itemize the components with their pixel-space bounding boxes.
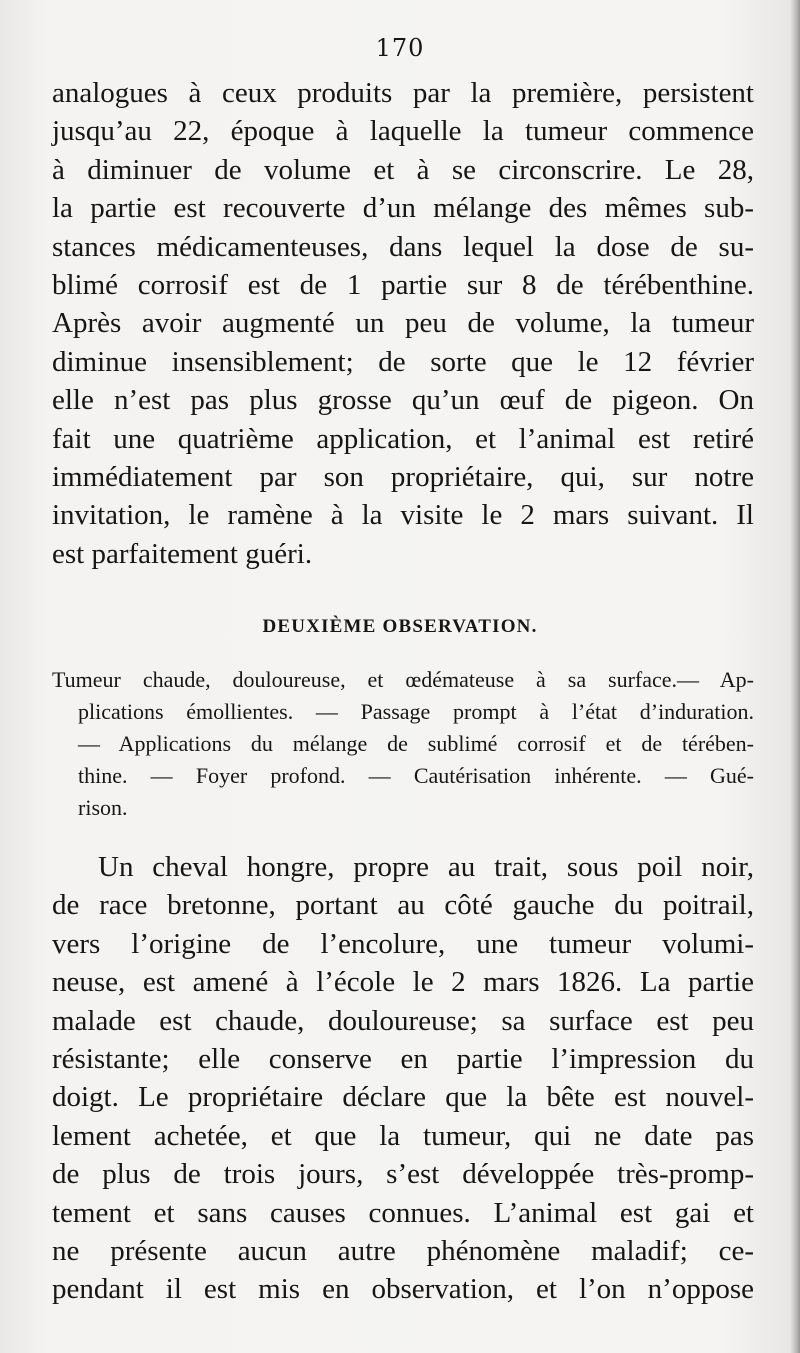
summary-line: plications émollientes. — Passage prompt à l’état d’induration. [78, 699, 754, 724]
text-line: Après avoir augmenté un peu de volume, la tumeur [52, 307, 754, 340]
summary-line: — Applications du mélange de sublimé corrosif et de térében- [78, 731, 754, 756]
text-line: tement et sans causes connues. L’animal est gai et [52, 1196, 754, 1229]
text-line: de race bretonne, portant au côté gauche du poitrail, [52, 889, 754, 922]
summary-line: Tumeur chaude, douloureuse, et œdémateuse à sa surface.— Ap- [52, 667, 754, 692]
text-line: à diminuer de volume et à se circonscrire. Le 28, [52, 153, 754, 186]
summary-line: rison. [78, 795, 128, 820]
text-line: doigt. Le propriétaire déclare que la bête est nouvel- [52, 1081, 754, 1114]
text-line: diminue insensiblement; de sorte que le 12 février [52, 345, 754, 378]
paragraph-continued [52, 74, 754, 573]
page-number: 170 [375, 34, 425, 62]
text-line: résistante; elle conserve en partie l’impression du [52, 1043, 754, 1076]
text-line: ne présente aucun autre phénomène maladif; ce- [52, 1235, 754, 1268]
section-summary [52, 664, 754, 824]
text-line: la partie est recouverte d’un mélange des mêmes sub- [52, 192, 754, 225]
text-line: analogues à ceux produits par la première, persistent [52, 77, 754, 109]
text-line: immédiatement par son propriétaire, qui, sur notre [52, 461, 754, 494]
text-line: jusqu’au 22, époque à laquelle la tumeur commence [52, 115, 754, 148]
text-line: vers l’origine de l’encolure, une tumeur volumi- [52, 927, 754, 960]
text-line: blimé corrosif est de 1 partie sur 8 de térébenthine. [52, 269, 754, 302]
text-line: elle n’est pas plus grosse qu’un œuf de pigeon. On [52, 384, 754, 417]
text-line: est parfaitement guéri. [52, 537, 313, 570]
section-heading: DEUXIÈME OBSERVATION. [262, 616, 538, 637]
text-line: stances médicamenteuses, dans lequel la dose de su- [52, 230, 754, 263]
text-line: Un cheval hongre, propre au trait, sous poil noir, [98, 851, 754, 883]
text-line: lement achetée, et que la tumeur, qui ne date pas [52, 1119, 754, 1152]
text-line: invitation, le ramène à la visite le 2 mars suivant. Il [52, 499, 754, 532]
text-line: fait une quatrième application, et l’animal est retiré [52, 422, 754, 455]
text-line: malade est chaude, douloureuse; sa surface est peu [52, 1004, 754, 1037]
text-line: neuse, est amené à l’école le 2 mars 1826. La partie [52, 966, 754, 999]
text-line: de plus de trois jours, s’est développée très-promp- [52, 1158, 754, 1191]
summary-line: thine. — Foyer profond. — Cautérisation inhérente. — Gué- [78, 763, 754, 788]
page-edge-shadow [790, 0, 800, 1353]
text-line: pendant il est mis en observation, et l’on n’oppose [52, 1273, 754, 1306]
paragraph-observation [52, 848, 754, 1309]
